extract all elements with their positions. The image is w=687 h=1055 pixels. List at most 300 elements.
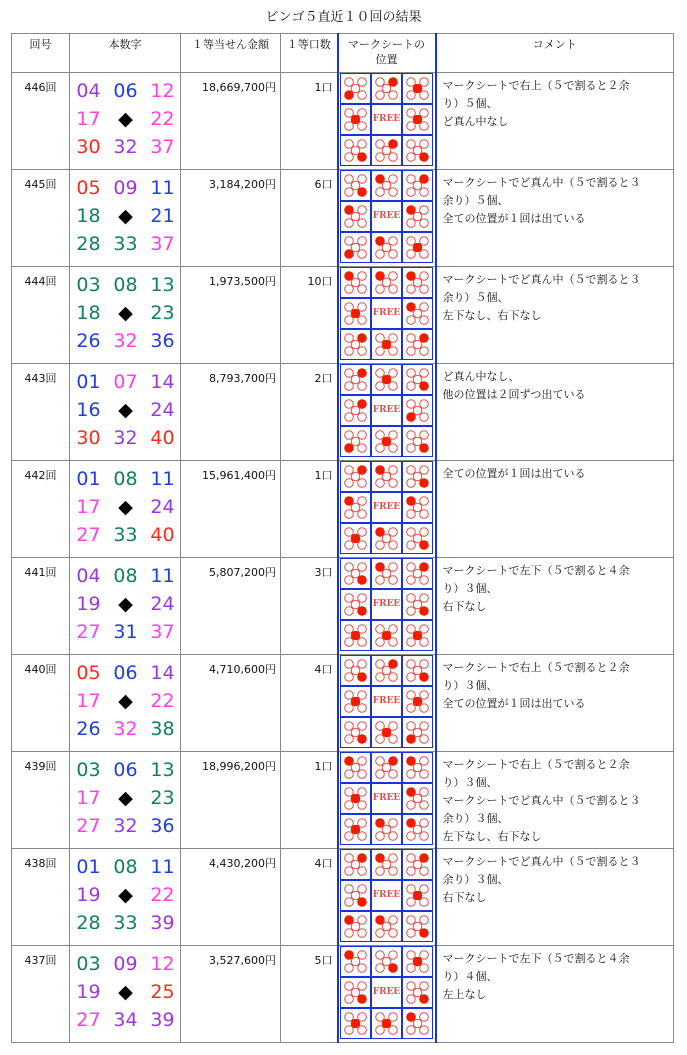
mark-ring (420, 788, 429, 797)
mark-ring (351, 569, 360, 578)
mark-ring (389, 466, 398, 475)
mark-sheet-grid (340, 849, 433, 942)
mark-position-icon (404, 106, 431, 133)
drawn-number: 17 (76, 496, 101, 518)
mark-ring (376, 625, 385, 634)
mark-ring (345, 770, 354, 779)
header-round: 回号 (12, 34, 70, 73)
drawn-number: 19 (76, 884, 101, 906)
mark-cell (341, 299, 370, 328)
mark-ring (345, 153, 354, 162)
mark-ring (358, 832, 367, 841)
mark-ring (389, 431, 398, 440)
drawn-number: 30 (76, 136, 101, 158)
mark-position-icon (404, 463, 431, 490)
mark-ring (358, 272, 367, 281)
mark-ring (358, 510, 367, 519)
mark-sheet-grid (340, 946, 433, 1039)
mark-ring (407, 250, 416, 259)
mark-cell (403, 330, 432, 359)
drawn-number: 24 (150, 496, 175, 518)
mark-ring (345, 704, 354, 713)
mark-position-icon (404, 719, 431, 746)
mark-dot (357, 672, 367, 682)
mark-cell (372, 815, 401, 844)
mark-position-icon (404, 785, 431, 812)
mark-cell (403, 233, 432, 262)
comment-line: マークシートでど真ん中（５で割ると３ (442, 855, 641, 868)
mark-ring (345, 334, 354, 343)
mark-position-icon (342, 300, 369, 327)
mark-ring (358, 1026, 367, 1035)
mark-ring (407, 964, 416, 973)
drawn-number: 17 (76, 787, 101, 809)
mark-ring (345, 801, 354, 810)
mark-ring (351, 437, 360, 446)
free-cell (372, 687, 401, 716)
mark-position-icon (342, 366, 369, 393)
mark-ring (413, 728, 422, 737)
mark-ring (382, 181, 391, 190)
mark-ring (345, 735, 354, 744)
numbers-grid (70, 370, 180, 450)
drawn-number: 05 (76, 662, 101, 684)
mark-ring (389, 929, 398, 938)
mark-cell (341, 978, 370, 1007)
mark-ring (407, 510, 416, 519)
mark-ring (407, 801, 416, 810)
mark-dot (419, 606, 429, 616)
mark-ring (345, 140, 354, 149)
mark-ring (420, 91, 429, 100)
mark-ring (413, 278, 422, 287)
mark-sheet-cell (338, 73, 436, 170)
header-row (12, 34, 674, 73)
mark-ring (345, 219, 354, 228)
mark-ring (420, 431, 429, 440)
mark-ring (413, 146, 422, 155)
drawn-number: 27 (76, 815, 101, 837)
mark-ring (358, 316, 367, 325)
comment-cell (436, 752, 674, 849)
drawn-number: 01 (76, 371, 101, 393)
mark-dot (406, 734, 416, 744)
mark-position-icon (404, 1010, 431, 1037)
mark-ring (420, 638, 429, 647)
mark-cell (372, 268, 401, 297)
mark-position-icon (404, 525, 431, 552)
mark-ring (382, 763, 391, 772)
mark-ring (351, 181, 360, 190)
mark-ring (420, 369, 429, 378)
drawn-number: 22 (150, 690, 175, 712)
mark-ring (345, 638, 354, 647)
drawn-number: 14 (150, 371, 175, 393)
mark-ring (376, 660, 385, 669)
mark-ring (407, 722, 416, 731)
mark-ring (420, 400, 429, 409)
prize-amount-cell: 3,184,200円 (181, 170, 281, 267)
drawn-number: 28 (76, 233, 101, 255)
mark-ring (389, 382, 398, 391)
mark-ring (389, 272, 398, 281)
mark-position-icon (404, 913, 431, 940)
mark-ring (420, 188, 429, 197)
drawn-number: 17 (76, 690, 101, 712)
mark-ring (358, 528, 367, 537)
drawn-number: 37 (150, 136, 175, 158)
drawn-number: 27 (76, 1009, 101, 1031)
mark-position-icon (342, 397, 369, 424)
free-label: FREE (372, 114, 401, 124)
mark-position-icon (342, 591, 369, 618)
center-diamond: ◆ (118, 496, 133, 518)
mark-sheet-cell (338, 170, 436, 267)
drawn-number: 33 (113, 524, 138, 546)
mark-sheet-grid (340, 461, 433, 554)
free-cell (372, 493, 401, 522)
drawn-number: 38 (150, 718, 175, 740)
mark-ring (420, 466, 429, 475)
mark-cell (403, 784, 432, 813)
free-cell (372, 978, 401, 1007)
mark-ring (376, 867, 385, 876)
mark-cell (372, 74, 401, 103)
mark-dot (419, 381, 429, 391)
mark-dot (344, 443, 354, 453)
mark-cell (403, 136, 432, 165)
mark-ring (345, 660, 354, 669)
mark-ring (420, 660, 429, 669)
drawn-number: 26 (76, 330, 101, 352)
mark-position-icon (404, 234, 431, 261)
mark-ring (376, 964, 385, 973)
comment-line: 全ての位置が１回は出ている (442, 212, 586, 225)
mark-position-icon (342, 979, 369, 1006)
winner-count-cell: 4口 (281, 849, 338, 946)
mark-cell (403, 559, 432, 588)
round-cell: 440回 (12, 655, 70, 752)
result-row (12, 267, 674, 364)
mark-position-icon (373, 234, 400, 261)
mark-ring (382, 243, 391, 252)
mark-ring (351, 406, 360, 415)
mark-cell (372, 330, 401, 359)
comment-line: マークシートで右上（５で割ると２余 (442, 758, 630, 771)
mark-position-icon (373, 816, 400, 843)
mark-position-icon (373, 525, 400, 552)
mark-position-icon (404, 591, 431, 618)
drawn-number: 01 (76, 468, 101, 490)
comment-cell (436, 946, 674, 1043)
mark-ring (413, 406, 422, 415)
mark-position-icon (342, 657, 369, 684)
mark-cell (403, 396, 432, 425)
comment-line: 余り）５個、 (442, 194, 509, 207)
mark-ring (413, 825, 422, 834)
mark-ring (413, 472, 422, 481)
winner-count-cell: 6口 (281, 170, 338, 267)
mark-ring (345, 898, 354, 907)
drawn-number: 36 (150, 330, 175, 352)
mark-ring (389, 832, 398, 841)
mark-ring (376, 770, 385, 779)
mark-ring (407, 607, 416, 616)
drawn-number: 11 (150, 856, 175, 878)
mark-ring (420, 757, 429, 766)
drawn-number: 14 (150, 662, 175, 684)
result-row (12, 170, 674, 267)
mark-ring (376, 369, 385, 378)
comment-line: 余り）３個、 (442, 812, 509, 825)
mark-ring (351, 600, 360, 609)
mark-cell (341, 1009, 370, 1038)
mark-ring (376, 722, 385, 731)
mark-cell (403, 462, 432, 491)
mark-cell (403, 427, 432, 456)
mark-dot (357, 994, 367, 1004)
round-cell: 446回 (12, 73, 70, 170)
drawn-number: 37 (150, 233, 175, 255)
drawn-number: 06 (113, 80, 138, 102)
mark-dot (419, 994, 429, 1004)
mark-position-icon (373, 560, 400, 587)
mark-position-icon (404, 203, 431, 230)
mark-ring (351, 340, 360, 349)
mark-ring (382, 860, 391, 869)
winner-count-cell: 3口 (281, 558, 338, 655)
round-cell: 437回 (12, 946, 70, 1043)
mark-ring (407, 576, 416, 585)
drawn-number: 24 (150, 593, 175, 615)
mark-cell (403, 171, 432, 200)
mark-cell (403, 268, 432, 297)
round-cell: 445回 (12, 170, 70, 267)
mark-ring (420, 1026, 429, 1035)
mark-dot (419, 478, 429, 488)
mark-ring (345, 1013, 354, 1022)
drawn-number: 31 (113, 621, 138, 643)
mark-sheet-grid (340, 558, 433, 651)
mark-ring (358, 770, 367, 779)
mark-ring (358, 1013, 367, 1022)
mark-position-icon (342, 494, 369, 521)
drawn-number: 32 (113, 427, 138, 449)
mark-ring (389, 237, 398, 246)
mark-position-icon (342, 882, 369, 909)
mark-cell (403, 524, 432, 553)
header-sheet (338, 34, 436, 73)
mark-ring (376, 334, 385, 343)
mark-cell (372, 718, 401, 747)
mark-ring (420, 109, 429, 118)
mark-dot (357, 152, 367, 162)
mark-ring (420, 982, 429, 991)
comment-line: り）３個、 (442, 582, 498, 595)
center-diamond: ◆ (118, 593, 133, 615)
mark-ring (345, 722, 354, 731)
mark-ring (413, 1019, 422, 1028)
mark-ring (407, 347, 416, 356)
mark-ring (389, 770, 398, 779)
mark-ring (389, 347, 398, 356)
numbers-cell (70, 752, 181, 849)
mark-ring (376, 638, 385, 647)
drawn-number: 33 (113, 233, 138, 255)
mark-position-icon (342, 525, 369, 552)
mark-position-icon (342, 269, 369, 296)
drawn-number: 24 (150, 399, 175, 421)
mark-sheet-grid (340, 752, 433, 845)
mark-ring (413, 569, 422, 578)
mark-ring (407, 122, 416, 131)
mark-ring (407, 78, 416, 87)
center-diamond: ◆ (118, 205, 133, 227)
drawn-number: 32 (113, 136, 138, 158)
mark-ring (358, 250, 367, 259)
mark-ring (420, 237, 429, 246)
winner-count-cell: 5口 (281, 946, 338, 1043)
mark-ring (345, 347, 354, 356)
mark-dot (357, 187, 367, 197)
mark-ring (376, 78, 385, 87)
free-cell (372, 881, 401, 910)
drawn-number: 23 (150, 787, 175, 809)
result-row (12, 849, 674, 946)
mark-ring (407, 594, 416, 603)
mark-ring (358, 625, 367, 634)
mark-cell (403, 590, 432, 619)
free-label: FREE (372, 502, 401, 512)
mark-cell (403, 753, 432, 782)
mark-ring (420, 916, 429, 925)
mark-ring (358, 303, 367, 312)
mark-dot (357, 897, 367, 907)
mark-position-icon (404, 331, 431, 358)
mark-ring (351, 957, 360, 966)
mark-sheet-cell (338, 655, 436, 752)
mark-ring (376, 735, 385, 744)
mark-position-icon (373, 366, 400, 393)
mark-sheet-grid (340, 170, 433, 263)
mark-ring (351, 922, 360, 931)
mark-ring (358, 594, 367, 603)
mark-ring (407, 431, 416, 440)
drawn-number: 16 (76, 399, 101, 421)
mark-cell (372, 365, 401, 394)
mark-ring (407, 219, 416, 228)
drawn-number: 04 (76, 80, 101, 102)
mark-ring (358, 109, 367, 118)
mark-cell (341, 850, 370, 879)
numbers-cell (70, 461, 181, 558)
mark-cell (341, 171, 370, 200)
mark-ring (407, 867, 416, 876)
drawn-number: 27 (76, 524, 101, 546)
drawn-number: 22 (150, 884, 175, 906)
mark-ring (345, 576, 354, 585)
mark-ring (345, 78, 354, 87)
mark-cell (372, 947, 401, 976)
prize-amount-cell: 5,807,200円 (181, 558, 281, 655)
mark-ring (420, 964, 429, 973)
mark-cell (372, 559, 401, 588)
mark-ring (389, 819, 398, 828)
prize-amount-cell: 18,996,200円 (181, 752, 281, 849)
mark-cell (372, 1009, 401, 1038)
mark-ring (420, 770, 429, 779)
mark-ring (351, 278, 360, 287)
mark-ring (420, 594, 429, 603)
mark-ring (382, 278, 391, 287)
mark-dot (388, 963, 398, 973)
mark-position-icon (404, 979, 431, 1006)
mark-ring (376, 541, 385, 550)
mark-ring (345, 819, 354, 828)
comment-line: り）３個、 (442, 776, 498, 789)
mark-position-icon (404, 948, 431, 975)
results-table (11, 33, 674, 1043)
mark-ring (389, 91, 398, 100)
mark-cell (403, 74, 432, 103)
mark-ring (351, 988, 360, 997)
drawn-number: 39 (150, 1009, 175, 1031)
mark-position-icon (342, 203, 369, 230)
mark-ring (407, 625, 416, 634)
mark-ring (407, 541, 416, 550)
mark-ring (358, 757, 367, 766)
drawn-number: 12 (150, 953, 175, 975)
mark-ring (345, 964, 354, 973)
mark-ring (358, 660, 367, 669)
drawn-number: 07 (113, 371, 138, 393)
mark-ring (389, 250, 398, 259)
mark-ring (413, 309, 422, 318)
drawn-number: 01 (76, 856, 101, 878)
mark-ring (358, 444, 367, 453)
mark-ring (407, 237, 416, 246)
results-body (12, 73, 674, 1043)
mark-ring (420, 1013, 429, 1022)
mark-ring (389, 867, 398, 876)
numbers-cell (70, 946, 181, 1043)
mark-ring (345, 479, 354, 488)
prize-amount-cell: 4,710,600円 (181, 655, 281, 752)
mark-ring (420, 867, 429, 876)
mark-cell (403, 947, 432, 976)
mark-ring (345, 528, 354, 537)
mark-position-icon (404, 688, 431, 715)
drawn-number: 19 (76, 593, 101, 615)
mark-ring (358, 413, 367, 422)
result-row (12, 946, 674, 1043)
mark-ring (345, 369, 354, 378)
mark-ring (351, 728, 360, 737)
mark-ring (345, 413, 354, 422)
mark-position-icon (404, 754, 431, 781)
winner-count-cell: 1口 (281, 752, 338, 849)
mark-ring (358, 382, 367, 391)
comment-line: 他の位置は２回ずつ出ている (442, 388, 586, 401)
mark-ring (345, 303, 354, 312)
numbers-grid (70, 467, 180, 547)
mark-ring (382, 569, 391, 578)
numbers-grid (70, 661, 180, 741)
drawn-number: 11 (150, 468, 175, 490)
mark-ring (407, 109, 416, 118)
round-cell: 441回 (12, 558, 70, 655)
drawn-number: 23 (150, 302, 175, 324)
